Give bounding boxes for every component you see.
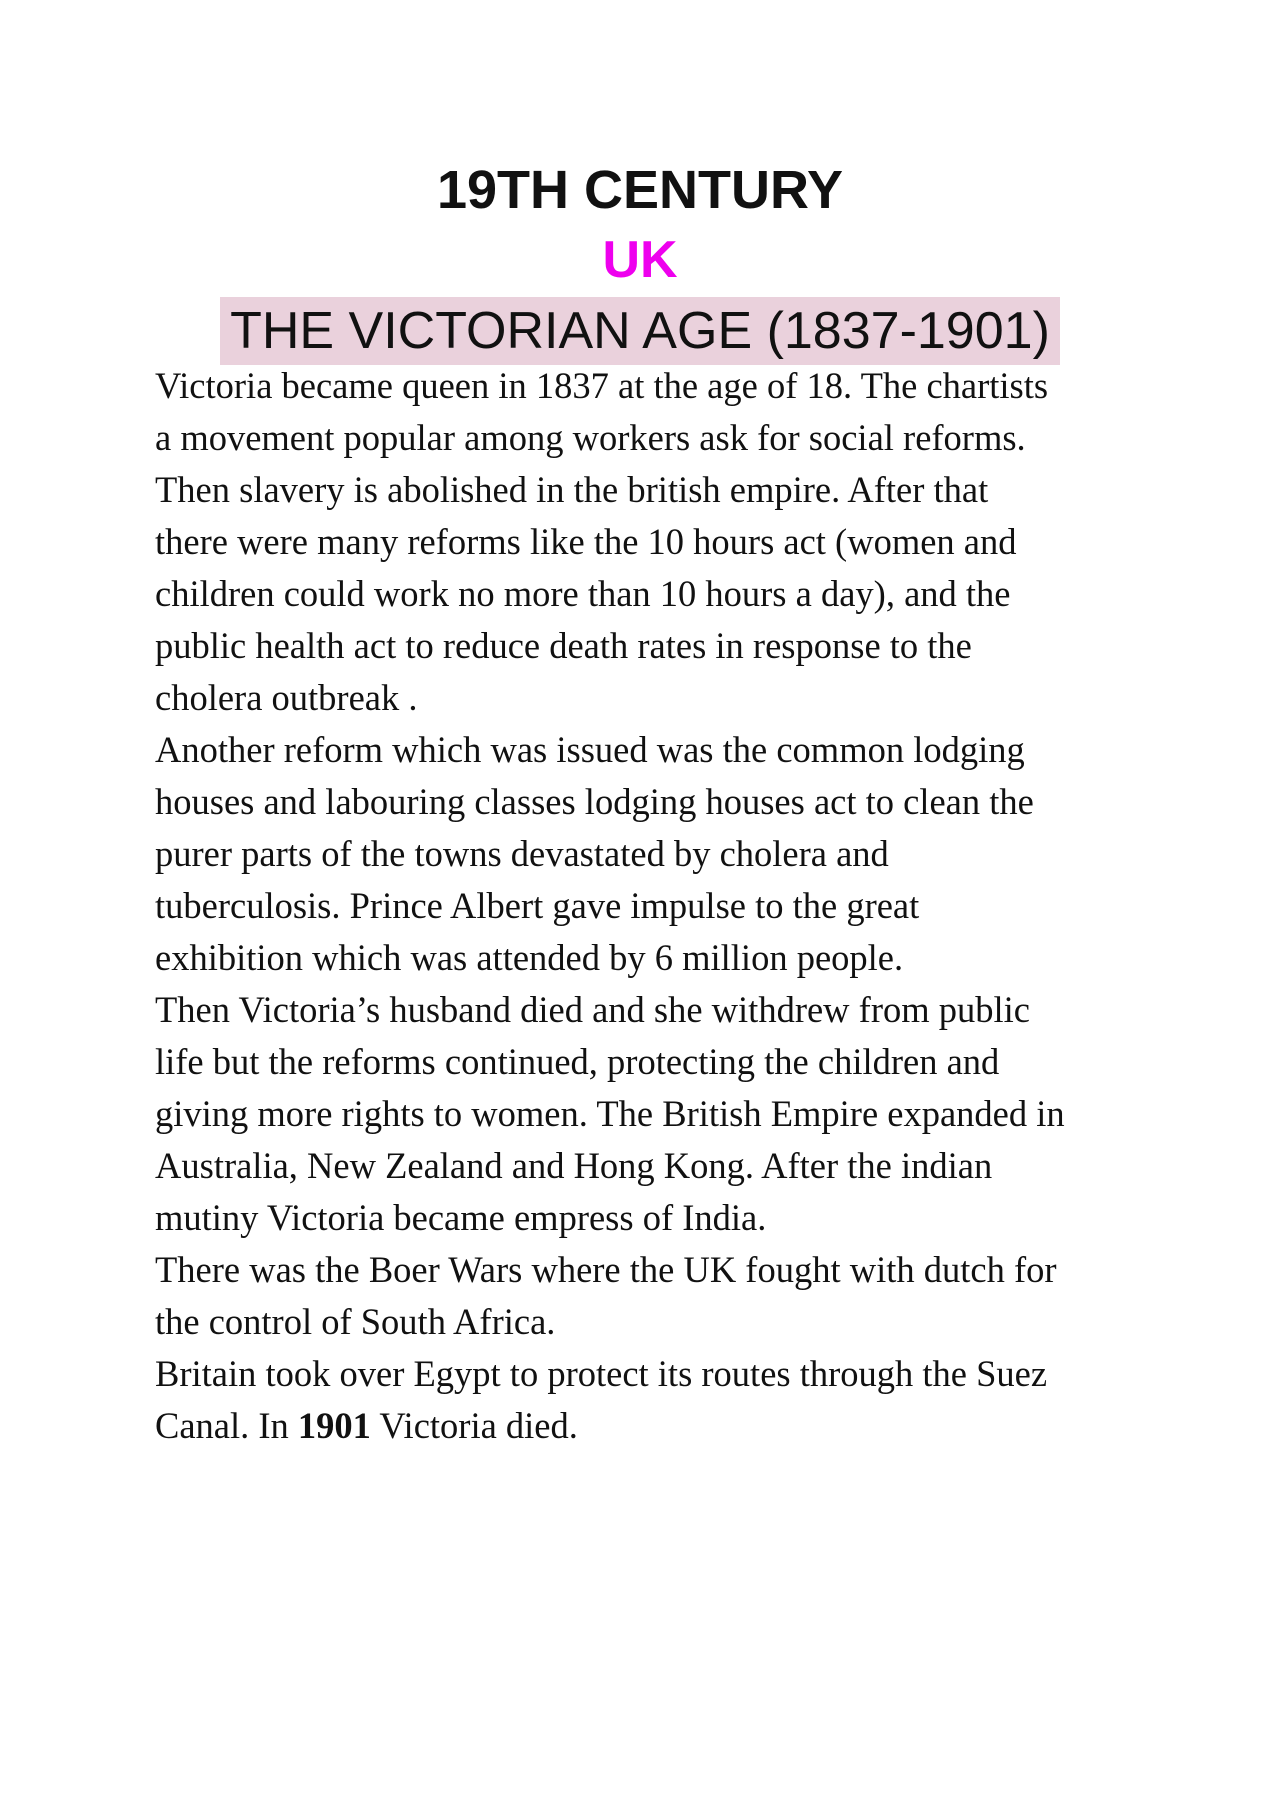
text-line-final [155, 1400, 1155, 1452]
final-line-end: Victoria died. [370, 1405, 578, 1446]
text-line: Victoria became queen in 1837 at the age of 18. The chartists [155, 365, 1049, 406]
paragraph-lodging-houses [155, 724, 1155, 984]
final-line-start: Canal. In [155, 1405, 298, 1446]
text-line: public health act to reduce death rates in response to the [155, 625, 972, 666]
text-line: giving more rights to women. The British Empire expanded in [155, 1093, 1065, 1134]
country-heading: UK [602, 231, 678, 289]
page-title: 19TH CENTURY [436, 160, 844, 220]
paragraph-egypt [155, 1348, 1155, 1452]
text-line: purer parts of the towns devastated by cholera and [155, 833, 889, 874]
text-line: Australia, New Zealand and Hong Kong. After the indian [155, 1145, 993, 1186]
text-line: Britain took over Egypt to protect its routes through the Suez [155, 1353, 1048, 1394]
text-line: life but the reforms continued, protecting the children and [155, 1041, 1000, 1082]
text-line: cholera outbreak . [155, 677, 418, 718]
document-body [155, 360, 1155, 1452]
text-line: Then slavery is abolished in the british empire. After that [155, 469, 989, 510]
death-year: 1901 [297, 1405, 371, 1446]
paragraph-victoria-reforms [155, 360, 1155, 724]
text-line: There was the Boer Wars where the UK fought with dutch for [155, 1249, 1057, 1290]
era-heading-container [0, 297, 1280, 365]
text-line: houses and labouring classes lodging houses act to clean the [155, 781, 1034, 822]
text-line: there were many reforms like the 10 hours act (women and [155, 521, 1017, 562]
text-line: children could work no more than 10 hours a day), and the [155, 573, 1011, 614]
paragraph-boer-wars [155, 1244, 1155, 1348]
text-line: exhibition which was attended by 6 million people. [155, 937, 904, 978]
era-heading: THE VICTORIAN AGE (1837-1901) [220, 297, 1060, 365]
text-line: Another reform which was issued was the common lodging [155, 729, 1025, 770]
text-line: tuberculosis. Prince Albert gave impulse to the great [155, 885, 920, 926]
text-line: Then Victoria’s husband died and she withdrew from public [155, 989, 1030, 1030]
text-line: the control of South Africa. [155, 1301, 556, 1342]
text-line: mutiny Victoria became empress of India. [155, 1197, 767, 1238]
paragraph-empire-expansion [155, 984, 1155, 1244]
text-line: a movement popular among workers ask for social reforms. [155, 417, 1026, 458]
